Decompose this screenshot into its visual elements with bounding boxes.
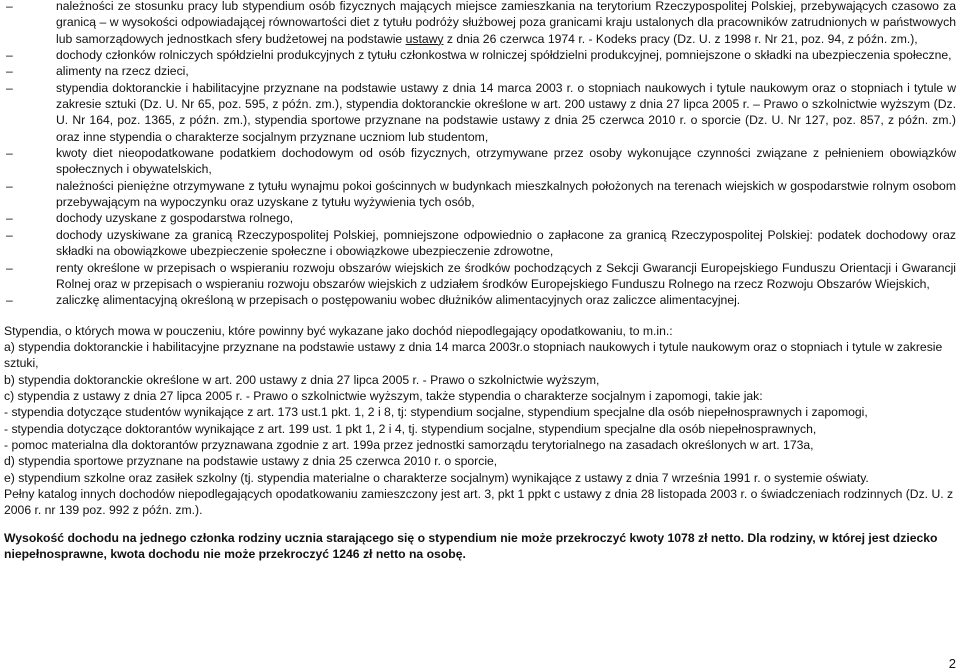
list-item — [4, 178, 956, 211]
list-item — [4, 145, 956, 178]
list-item-text: dochody uzyskiwane za granicą Rzeczypospolitej Polskiej, pomniejszone odpowiednio o zapłacone za granicą Rzeczypospolitej Polskiej: podatek dochodowy oraz składki na obowiązkowe ubezpieczenie społeczne i obowiązkowe ubezpieczenie zdrowotne, — [56, 227, 956, 259]
list-item — [4, 63, 956, 79]
dash-bullet: – — [6, 80, 13, 95]
dash-bullet: – — [6, 178, 13, 193]
list-item-text: kwoty diet nieopodatkowane podatkiem dochodowym od osób fizycznych, otrzymywane przez osoby wykonujące czynności związane z pełnieniem obowiązków społecznych i obywatelskich, — [56, 146, 956, 177]
list-item — [4, 80, 956, 145]
list-item-text: renty określone w przepisach o wspieraniu rozwoju obszarów wiejskich ze środków pochodzących z Sekcji Gwarancji Europejskiego Funduszu Orientacji i Gwarancji Rolnej oraz w przepisach o wspieraniu rozwoju obszarów wiejskich z udziałem środków Europejskiego Funduszu Rolnego na rzecz Rozwoju Obszarów Wiejskich, — [56, 260, 956, 291]
list-item-text: dochody członków rolniczych spółdzielni produkcyjnych z tytułu członkostwa w rolniczej spółdzielni produkcyjnej, pomniejszone o składki na ubezpieczenia społeczne, — [56, 48, 952, 63]
dash-bullet: – — [6, 48, 13, 63]
stypendia-item-a: a) stypendia doktoranckie i habilitacyjne przyznane na podstawie ustawy z dnia 14 marca 2003r.o stopniach naukowych i tytule naukowym oraz o stopniach i tytule w zakresie sztuki, — [4, 339, 943, 371]
list-item — [4, 47, 956, 63]
stypendia-item-e: e) stypendium szkolne oraz zasiłek szkolny (tj. stypendia materialne o charakterze socjalnym) wynikające z ustawy z dnia 7 września 1991 r. o systemie oświaty. — [4, 470, 869, 485]
list-item-text: dochody uzyskane z gospodarstwa rolnego, — [56, 211, 294, 226]
dash-bullet: – — [6, 211, 13, 226]
list-item — [4, 210, 956, 226]
stypendia-sub-studenci: - stypendia dotyczące studentów wynikające z art. 173 ust.1 pkt. 1, 2 i 8, tj: stypendium socjalne, stypendium specjalne dla osób niepełnosprawnych i zapomogi, — [4, 405, 868, 420]
dash-bullet: – — [6, 293, 13, 308]
list-item — [4, 260, 956, 293]
list-item-text: zaliczkę alimentacyjną określoną w przepisach o postępowaniu wobec dłużników alimentacyjnych oraz zaliczce alimentacyjnej. — [56, 293, 741, 308]
stypendia-sub-doktoranci: - stypendia dotyczące doktorantów wynikające z art. 199 ust. 1 pkt 1, 2 i 4, tj. stypendium socjalne, stypendium specjalne dla osób niepełnosprawnych, — [4, 421, 817, 436]
list-item — [4, 292, 956, 308]
ustawy-link[interactable]: ustawy — [405, 31, 444, 46]
stypendia-sub-pomoc: - pomoc materialna dla doktorantów przyznawana zgodnie z art. 199a przez jednostki samorządu terytorialnego na zasadach określonych w art. 173a, — [4, 437, 814, 452]
summary-income-limit: Wysokość dochodu na jednego członka rodziny uczniа starającego się o stypendium nie może przekroczyć kwoty 1078 zł netto. Dla rodziny, w której jest dziecko niepełnosprawne, kwota dochodu nie może przekroczyć 1246 zł netto na osobę. — [4, 530, 938, 561]
katalog-dochodow: Pełny katalog innych dochodów niepodlegających opodatkowaniu zamieszczony jest art. 3, pkt 1 ppkt c ustawy z dnia 28 listopada 2003 r. o świadczeniach rodzinnych (Dz. U. z 2006 r. nr 139 poz. 992 z późn. zm.). — [4, 486, 954, 518]
stypendia-intro: Stypendia, o których mowa w pouczeniu, które powinny być wykazane jako dochód niepodlegający opodatkowaniu, to m.in.: — [4, 323, 673, 338]
list-item — [4, 0, 956, 47]
stypendia-item-d: d) stypendia sportowe przyznane na podstawie ustawy z dnia 25 czerwca 2010 r. o sporcie, — [4, 454, 498, 469]
dash-bullet: – — [6, 0, 13, 13]
list-item-text: należności pieniężne otrzymywane z tytułu wynajmu pokoi gościnnych w budynkach mieszkalnych położonych na terenach wiejskich w gospodarstwie rolnym osobom przebywającym na wypoczynku oraz uzyskane z tytułu wyżywienia tych osób, — [56, 178, 956, 210]
document-page — [4, 0, 956, 562]
dash-bullet: – — [6, 227, 13, 242]
list-item-text: stypendia doktoranckie i habilitacyjne przyznane na podstawie ustawy z dnia 14 marca 2003 r. o stopniach naukowych i tytule naukowym oraz o stopniach i tytule w zakresie sztuki (Dz. U. Nr 65, poz. 595, z późn. zm.), stypendia doktoranckie określone w art. 200 ustawy z dnia 27 lipca 2005 r. – Prawo o szkolnictwie wyższym (Dz. U. Nr 164, poz. 1365, z późn. zm.), stypendia sportowe przyznane na podstawie ustawy z dnia 25 czerwca 2010 r. o sporcie (Dz. U. Nr 127, poz. 857, z późn. zm.) oraz inne stypendia o charakterze socjalnym przyznane uczniom lub studentom, — [56, 80, 956, 144]
list-item-text: należności ze stosunku pracy lub stypendium osób fizycznych mających miejsce zamieszkania na terytorium Rzeczypospolitej Polskiej, przebywających czasowo za granicą – w wysokości odpowiadającej równowartości diet z tytułu podróży służbowej poza granicami kraju ustalonych dla pracowników zatrudnionych w państwowych lub samorządowych jednostkach sfery budżetowej na podstawie ustawy z dnia 26 czerwca 1974 r. - Kodeks pracy (Dz. U. z 1998 r. Nr 21, poz. 94, z późn. zm.), — [56, 0, 956, 46]
dash-bullet: – — [6, 146, 13, 161]
list-item-text: alimenty na rzecz dzieci, — [56, 64, 189, 79]
dash-bullet: – — [6, 260, 13, 275]
list-item — [4, 227, 956, 260]
stypendia-item-b: b) stypendia doktoranckie określone w art. 200 ustawy z dnia 27 lipca 2005 r. - Prawo o szkolnictwie wyższym, — [4, 372, 600, 387]
page-number: 2 — [948, 655, 956, 671]
stypendia-item-c: c) stypendia z ustawy z dnia 27 lipca 2005 r. - Prawo o szkolnictwie wyższym, także stypendia o charakterze socjalnym i zapomogi, takie jak: — [4, 388, 763, 403]
dash-bullet: – — [6, 64, 13, 79]
